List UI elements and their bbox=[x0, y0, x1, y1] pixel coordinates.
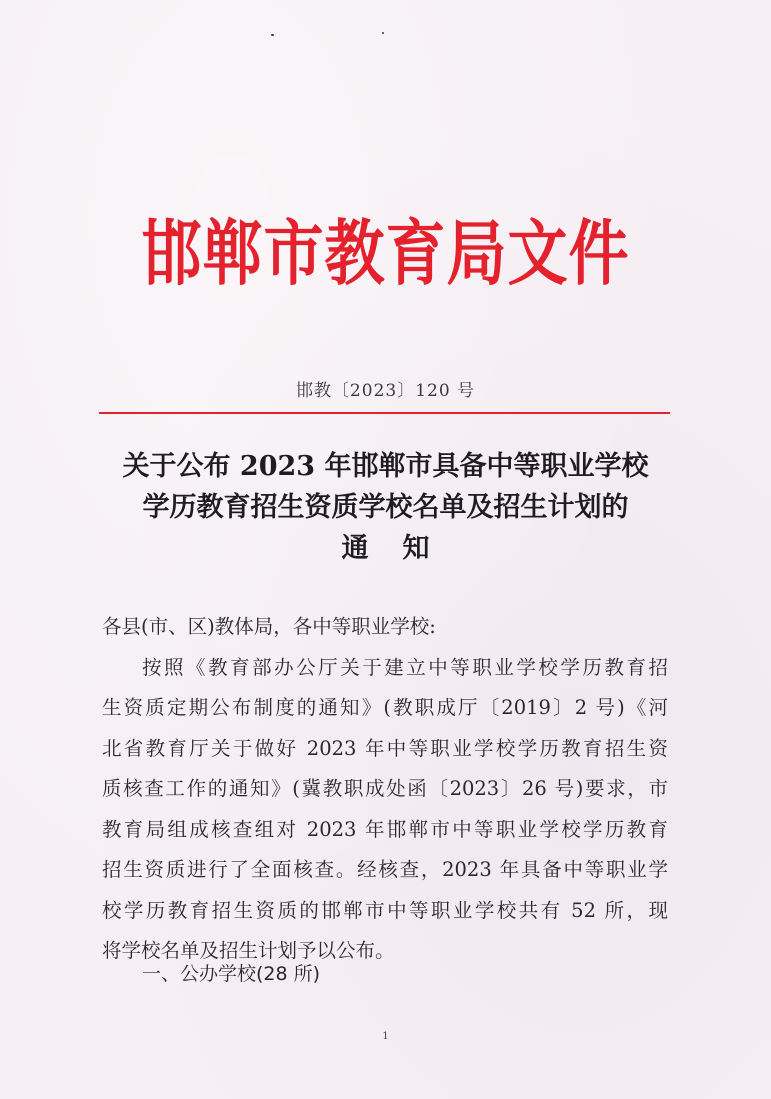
scan-speck bbox=[271, 34, 274, 36]
body-line: 质核查工作的通知》(冀教职成处函〔2023〕26 号)要求，市 bbox=[102, 777, 668, 800]
body-line: 招生资质进行了全面核查。经核查，2023 年具备中等职业学 bbox=[102, 858, 668, 881]
salutation: 各县(市、区)教体局，各中等职业学校: bbox=[102, 615, 436, 638]
section-heading: 一、公办学校(28 所) bbox=[142, 963, 321, 985]
title-line-1: 关于公布 2023 年邯郸市具备中等职业学校 bbox=[122, 451, 649, 482]
notice-title bbox=[60, 446, 711, 569]
title-line-2: 学历教育招生资质学校名单及招生计划的 bbox=[142, 492, 629, 523]
header-red-rule bbox=[99, 412, 670, 414]
agency-header-title: 邯郸市教育局文件 bbox=[141, 213, 630, 296]
body-line: 教育局组成核查组对 2023 年邯郸市中等职业学校学历教育 bbox=[102, 817, 668, 841]
notice-body bbox=[102, 607, 668, 972]
scan-speck bbox=[382, 32, 384, 34]
title-line-3: 通知 bbox=[341, 533, 464, 564]
body-line: 校学历教育招生资质的邯郸市中等职业学校共有 52 所，现 bbox=[102, 898, 668, 922]
body-line: 北省教育厅关于做好 2023 年中等职业学校学历教育招生资 bbox=[102, 736, 668, 760]
body-line: 生资质定期公布制度的通知》(教职成厅〔2019〕2 号)《河 bbox=[102, 696, 668, 719]
body-line: 按照《教育部办公厅关于建立中等职业学校学历教育招 bbox=[142, 655, 668, 679]
document-number: 邯教〔2023〕120 号 bbox=[295, 381, 476, 401]
page-number: 1 bbox=[382, 1031, 389, 1042]
body-line: 将学校名单及招生计划予以公布。 bbox=[102, 939, 395, 962]
